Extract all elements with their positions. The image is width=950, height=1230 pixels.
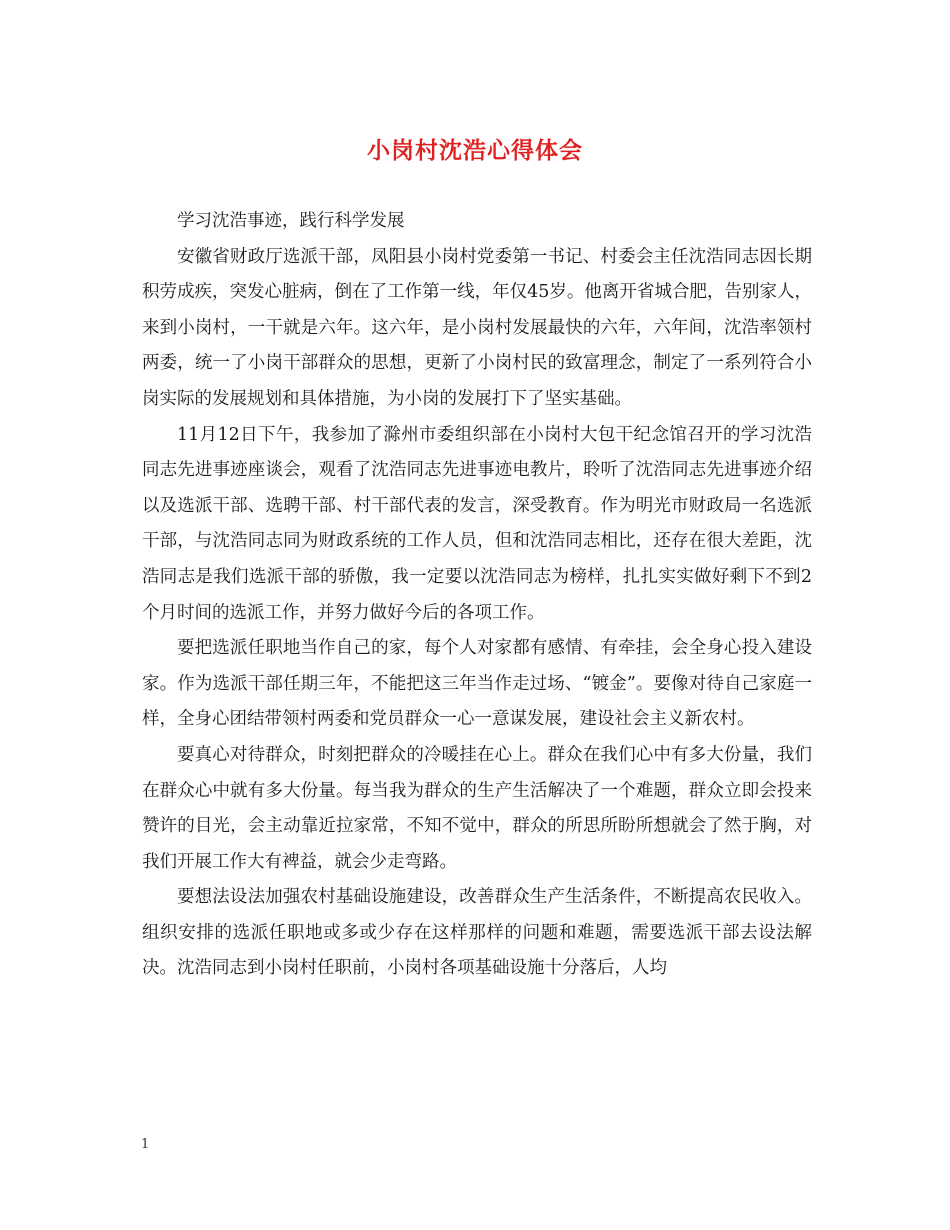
paragraph: 11月12日下午，我参加了滁州市委组织部在小岗村大包干纪念馆召开的学习沈浩同志先进事迹座谈会，观看了沈浩同志先进事迹电教片，聆听了沈浩同志先进事迹介绍以及选派干部、选聘干部、村干部代表的发言，深受教育。作为明光市财政局一名选派干部，与沈浩同志同为财政系统的工作人员，但和沈浩同志相比，还存在很大差距，沈浩同志是我们选派干部的骄傲，我一定要以沈浩同志为榜样，扎扎实实做好剩下不到2个月时间的选派工作，并努力做好今后的各项工作。 bbox=[142, 424, 812, 623]
document-body bbox=[142, 204, 812, 987]
paragraph: 要真心对待群众，时刻把群众的冷暖挂在心上。群众在我们心中有多大份量，我们在群众心中就有多大份量。每当我为群众的生产生活解决了一个难题，群众立即会投来赞许的目光，会主动靠近拉家常，不知不觉中，群众的所思所盼所想就会了然于胸，对我们开展工作大有裨益，就会少走弯路。 bbox=[142, 744, 812, 872]
paragraph: 要把选派任职地当作自己的家，每个人对家都有感情、有牵挂，会全身心投入建设家。作为选派干部任期三年，不能把这三年当作走过场、“镀金”。要像对待自己家庭一样，全身心团结带领村两委和党员群众一心一意谋发展，建设社会主义新农村。 bbox=[142, 638, 812, 730]
document-title: 小岗村沈浩心得体会 bbox=[367, 138, 583, 164]
paragraph: 要想法设法加强农村基础设施建设，改善群众生产生活条件，不断提高农民收入。组织安排的选派任职地或多或少存在这样那样的问题和难题，需要选派干部去设法解决。沈浩同志到小岗村任职前，小岗村各项基础设施十分落后，人均 bbox=[142, 887, 812, 979]
page-number: 1 bbox=[141, 1137, 150, 1152]
paragraph-subtitle: 学习沈浩事迹，践行科学发展 bbox=[177, 211, 405, 231]
paragraph: 安徽省财政厅选派干部，凤阳县小岗村党委第一书记、村委会主任沈浩同志因长期积劳成疾，突发心脏病，倒在了工作第一线，年仅45岁。他离开省城合肥，告别家人，来到小岗村，一干就是六年。这六年，是小岗村发展最快的六年，六年间，沈浩率领村两委，统一了小岗干部群众的思想，更新了小岗村民的致富理念，制定了一系列符合小岗实际的发展规划和具体措施，为小岗的发展打下了坚实基础。 bbox=[142, 246, 812, 409]
